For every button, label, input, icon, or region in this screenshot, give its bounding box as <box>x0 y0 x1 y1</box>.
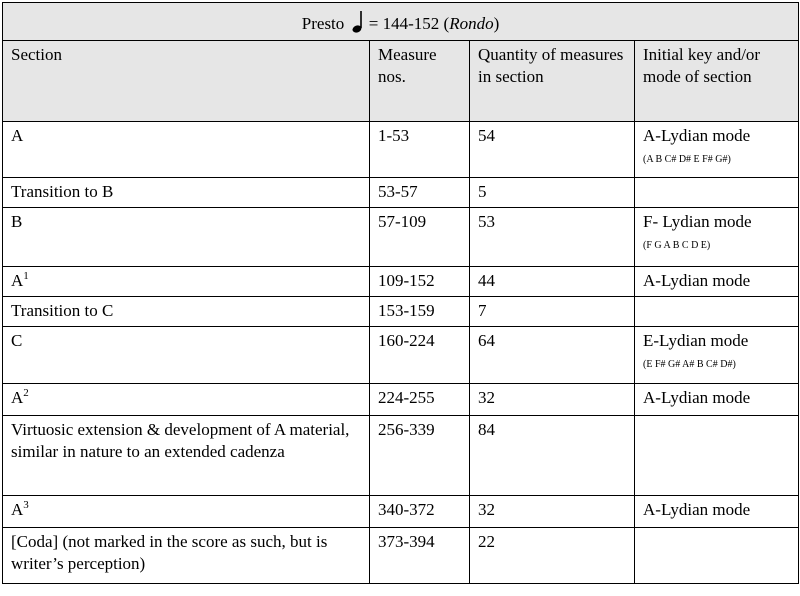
header-row <box>3 41 799 122</box>
key-notes: (A B C# D# E F# G#) <box>643 154 731 165</box>
quantity-cell: 22 <box>470 528 635 584</box>
key-cell <box>635 416 799 496</box>
key-label: A-Lydian mode <box>643 271 751 290</box>
measures-cell: 373-394 <box>370 528 470 584</box>
key-cell <box>635 267 799 297</box>
measures-cell: 153-159 <box>370 297 470 327</box>
header-section: Section <box>3 41 370 122</box>
quarter-note-icon <box>350 10 364 34</box>
key-cell <box>635 327 799 384</box>
measures-cell: 53-57 <box>370 178 470 208</box>
quantity-cell: 53 <box>470 208 635 267</box>
section-cell: Transition to C <box>3 297 370 327</box>
form-label: Rondo <box>449 14 494 33</box>
table-row <box>3 122 799 178</box>
measures-cell: 109-152 <box>370 267 470 297</box>
section-cell: $A^2$ <box>3 384 370 416</box>
measures-cell: 340-372 <box>370 496 470 528</box>
section-cell: Virtuosic extension & development of A material, similar in nature to an extended cadenza <box>3 416 370 496</box>
key-cell <box>635 208 799 267</box>
header-initial-key: Initial key and/or mode of section <box>635 41 799 122</box>
key-label: A-Lydian mode <box>643 500 751 519</box>
section-cell: A <box>3 122 370 178</box>
section-cell: [Coda] (not marked in the score as such, but is writer’s perception) <box>3 528 370 584</box>
section-cell: Transition to B <box>3 178 370 208</box>
section-cell: C <box>3 327 370 384</box>
key-cell <box>635 178 799 208</box>
measures-cell: 256-339 <box>370 416 470 496</box>
key-cell <box>635 297 799 327</box>
key-cell <box>635 122 799 178</box>
section-cell: $A^3$ <box>3 496 370 528</box>
tempo-value: = 144-152 <box>368 14 440 33</box>
quantity-cell: 32 <box>470 384 635 416</box>
tempo-word: Presto <box>301 14 345 33</box>
section-superscript: 1 <box>23 270 29 282</box>
table-row <box>3 528 799 584</box>
title-row <box>3 3 799 41</box>
quantity-cell: 32 <box>470 496 635 528</box>
table-row <box>3 384 799 416</box>
quantity-cell: 84 <box>470 416 635 496</box>
table-row <box>3 297 799 327</box>
quantity-cell: 54 <box>470 122 635 178</box>
table-row <box>3 178 799 208</box>
section-superscript: 2 <box>23 387 29 399</box>
header-measure-nos: Measure nos. <box>370 41 470 122</box>
section-cell: B <box>3 208 370 267</box>
quantity-cell: 7 <box>470 297 635 327</box>
key-notes: (E F# G# A# B C# D#) <box>643 359 736 370</box>
section-cell: $A^1$ <box>3 267 370 297</box>
quantity-cell: 64 <box>470 327 635 384</box>
rondo-structure-table <box>2 2 799 584</box>
table-row <box>3 496 799 528</box>
measures-cell: 224-255 <box>370 384 470 416</box>
table-row <box>3 327 799 384</box>
key-cell <box>635 496 799 528</box>
key-label: A-Lydian mode <box>643 388 751 407</box>
table-row <box>3 267 799 297</box>
section-superscript: 3 <box>23 499 29 511</box>
table-row <box>3 416 799 496</box>
measures-cell: 160-224 <box>370 327 470 384</box>
key-cell <box>635 528 799 584</box>
key-label: A-Lydian mode <box>643 126 751 145</box>
table-title: Presto = 144-152 (Rondo) <box>3 3 799 41</box>
key-label: E-Lydian mode <box>643 331 749 350</box>
measures-cell: 57-109 <box>370 208 470 267</box>
key-notes: (F G A B C D E) <box>643 240 711 251</box>
key-label: F- Lydian mode <box>643 212 752 231</box>
key-cell <box>635 384 799 416</box>
header-quantity: Quantity of measures in section <box>470 41 635 122</box>
quantity-cell: 5 <box>470 178 635 208</box>
quantity-cell: 44 <box>470 267 635 297</box>
measures-cell: 1-53 <box>370 122 470 178</box>
table-row <box>3 208 799 267</box>
